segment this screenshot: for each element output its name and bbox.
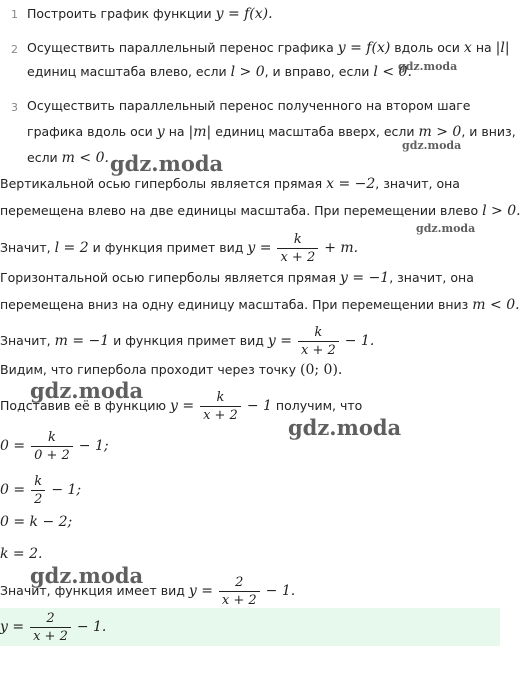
step-2-formula: y = f(x) [337, 40, 391, 56]
equation-1 [0, 428, 109, 464]
step-1-label: Построить график функции [27, 6, 212, 21]
watermark: gdz.moda [288, 415, 402, 440]
p6-a: Значит, [0, 333, 51, 348]
step-number-1: 1 [11, 8, 18, 21]
step-3-line2-c: , и вниз, [461, 124, 516, 139]
p2-a: перемещена влево на две единицы масштаба. При перемещении влево [0, 203, 479, 218]
step-number-3: 3 [11, 101, 18, 114]
step-2-line2-b: , и вправо, если [264, 64, 370, 79]
p5-formula: m < 0. [472, 297, 520, 313]
step-number-2: 2 [11, 43, 18, 56]
p6-formula: m = −1 [54, 333, 110, 349]
p1-a: Вертикальной осью гиперболы является прямая [0, 176, 323, 191]
step-3-text-na: на [168, 124, 185, 139]
eq1-lhs: 0 = [0, 438, 26, 454]
step-2-cond-a: l > 0 [230, 64, 265, 80]
p3-formula: l = 2 [54, 240, 89, 256]
p3-numerator: k [277, 232, 318, 249]
p8-a: Подставив её в функцию [0, 398, 166, 413]
p8-denominator: x + 2 [203, 408, 238, 423]
step-1-formula: y = f(x). [215, 6, 273, 22]
step-3-var-y: y [156, 124, 165, 140]
p1-b: , значит, она [375, 176, 460, 191]
equation-2 [0, 472, 81, 508]
step-3-cond-a: m > 0 [418, 124, 462, 140]
p2-formula: l > 0. [482, 203, 521, 219]
watermark: gdz.moda [398, 60, 458, 73]
p7-formula: (0; 0). [300, 362, 343, 378]
p8-numerator: k [200, 390, 241, 407]
step-3-line3-a: если [27, 150, 58, 165]
p4-a: Горизонтальной осью гиперболы является прямая [0, 270, 337, 285]
watermark: gdz.moda [30, 563, 144, 588]
p4-b: , значит, она [389, 270, 474, 285]
step-2-text-c: на [475, 40, 492, 55]
step-1-text [27, 6, 273, 22]
step-2-line2-a: единиц масштаба влево, если [27, 64, 227, 79]
equation-3 [0, 514, 72, 530]
p8-fraction [200, 390, 241, 423]
p9-a: Значит, функция имеет вид [0, 583, 185, 598]
p3-b: и функция примет вид [92, 240, 244, 255]
eq1-tail: − 1; [78, 438, 109, 454]
p9-fraction [219, 575, 260, 608]
answer-fraction [30, 611, 71, 644]
eq2-fraction [31, 474, 45, 507]
step-3-line2-b: единиц масштаба вверх, если [215, 124, 415, 139]
solution-line-7 [0, 362, 342, 378]
eq2-tail: − 1; [51, 482, 82, 498]
eq1-numerator: k [31, 430, 73, 447]
p7-a: Видим, что гипербола проходит через точку [0, 362, 297, 377]
p3-a: Значит, [0, 240, 51, 255]
p3-tail: + m. [324, 240, 359, 256]
step-3-cond-b: m < 0. [61, 150, 109, 166]
solution-line-1 [0, 176, 460, 192]
eq4: k = 2. [0, 546, 43, 562]
p9-tail: − 1. [265, 583, 296, 599]
watermark: gdz.moda [416, 222, 476, 235]
p9-numerator: 2 [219, 575, 260, 592]
p1-formula: x = −2 [326, 176, 376, 192]
watermark: gdz.moda [30, 378, 144, 403]
p8-tail: − 1 [246, 398, 272, 414]
p3-denominator: x + 2 [280, 250, 316, 265]
eq1-fraction [31, 430, 73, 463]
solution-line-2 [0, 203, 521, 219]
answer-formula [0, 609, 106, 645]
step-3-line-3 [27, 150, 109, 166]
solution-line-6 [0, 323, 374, 359]
answer-y: y = [0, 619, 25, 635]
p5-a: перемещена вниз на одну единицу масштаба. При перемещении вниз [0, 297, 469, 312]
eq2-denominator: 2 [34, 492, 43, 507]
eq2-lhs: 0 = [0, 482, 26, 498]
watermark: gdz.moda [110, 151, 224, 176]
answer-tail: − 1. [76, 619, 107, 635]
p3-fraction [277, 232, 318, 265]
answer-numerator: 2 [30, 611, 71, 628]
p8-y: y = [169, 398, 195, 414]
eq2-numerator: k [31, 474, 45, 491]
answer-denominator: x + 2 [33, 629, 68, 644]
p8-b: получим, что [275, 398, 363, 413]
p4-formula: y = −1 [340, 270, 390, 286]
watermark: gdz.moda [402, 139, 462, 152]
answer-box [0, 608, 500, 646]
step-2-cond-b: l < 0. [373, 64, 412, 80]
step-3-line2-a: графика вдоль оси [27, 124, 153, 139]
p6-tail: − 1. [344, 333, 375, 349]
step-2-var-x: x [463, 40, 472, 56]
equation-4 [0, 546, 42, 562]
p9-denominator: x + 2 [221, 593, 257, 608]
p9-y: y = [188, 583, 213, 599]
p6-fraction [298, 325, 339, 358]
step-2-text-a: Осуществить параллельный перенос графика [27, 40, 334, 55]
p3-y: y = [247, 240, 272, 256]
p6-numerator: k [298, 325, 339, 342]
step-3-line-2 [27, 124, 516, 140]
eq3: 0 = k − 2; [0, 514, 73, 530]
p6-y: y = [267, 333, 292, 349]
solution-line-4 [0, 270, 474, 286]
step-3-line-1: Осуществить параллельный перенос полученного на втором шаге [27, 98, 471, 113]
step-2-line-2 [27, 64, 412, 80]
solution-line-3 [0, 230, 358, 266]
step-2-line-1 [27, 40, 510, 56]
step-2-abs-l: |l| [495, 40, 510, 56]
p6-b: и функция примет вид [113, 333, 264, 348]
solution-line-5 [0, 297, 520, 313]
eq1-denominator: 0 + 2 [34, 448, 70, 463]
p6-denominator: x + 2 [300, 343, 336, 358]
step-2-text-b: вдоль оси [394, 40, 460, 55]
step-3-abs-m: |m| [188, 124, 212, 140]
